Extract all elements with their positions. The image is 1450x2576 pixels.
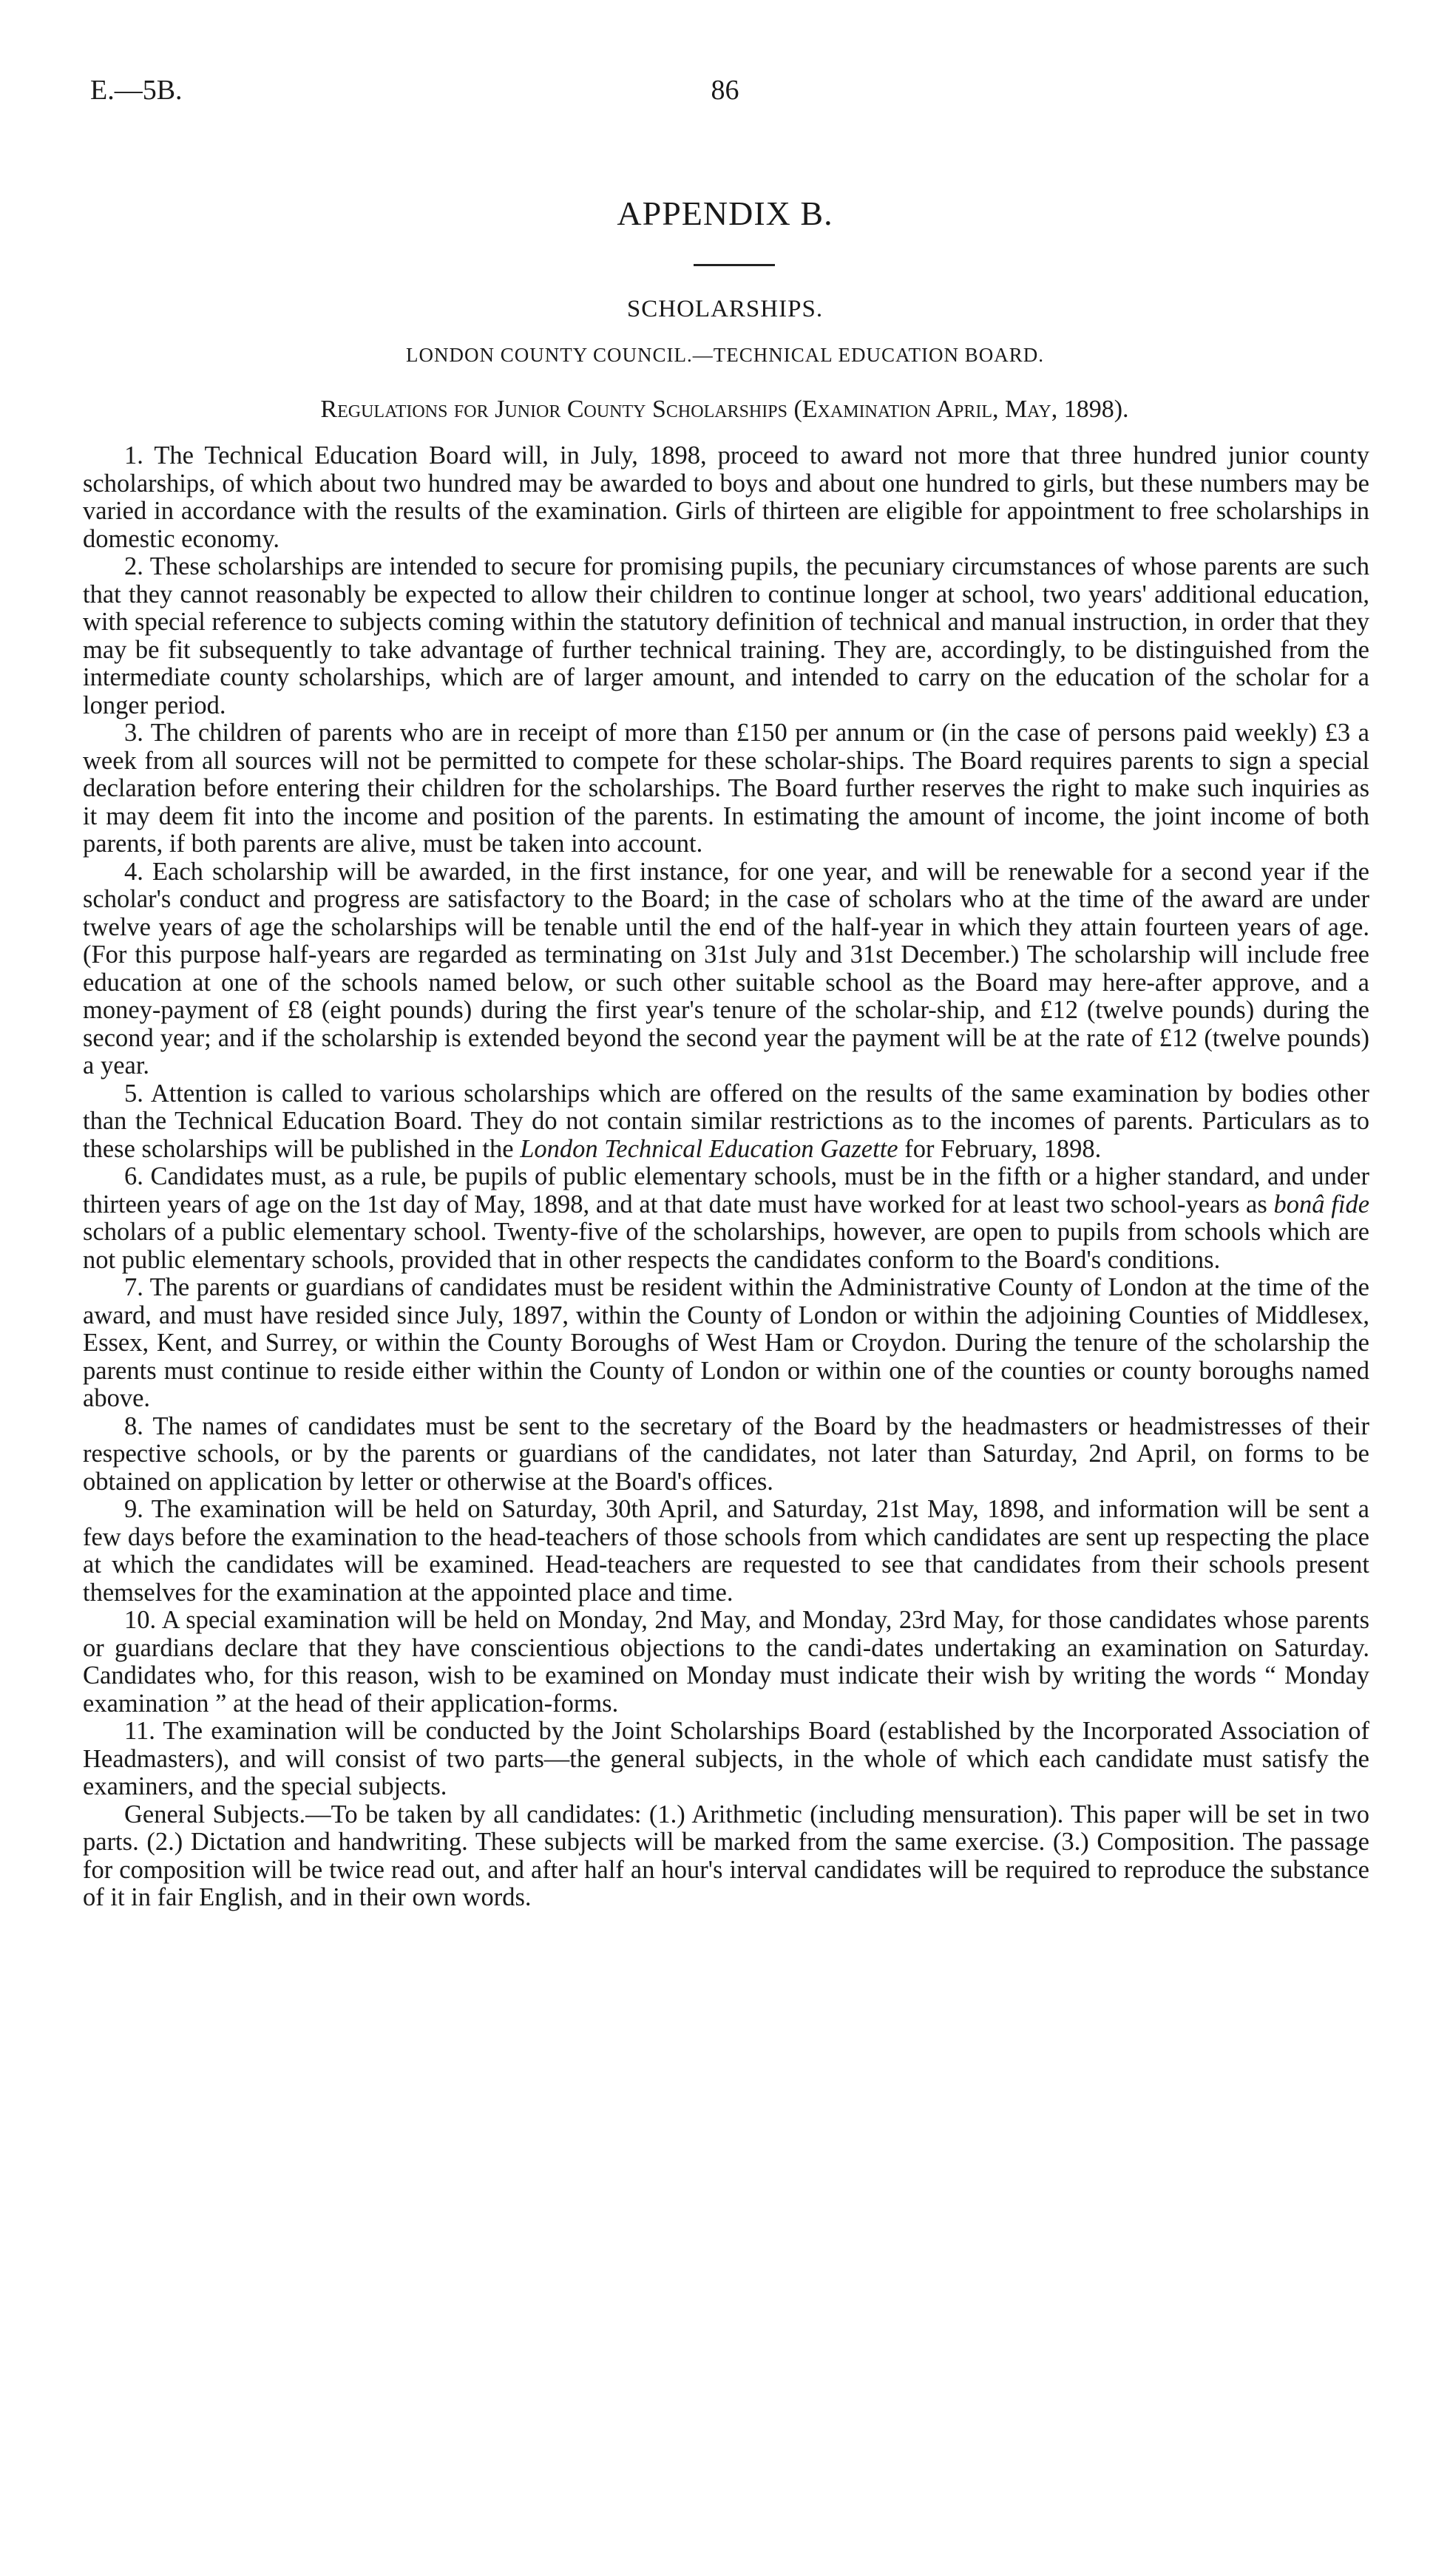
paragraph-6-tail: scholars of a public elementary school. Twenty-five of the scholarships, however, are open to pupils from schools which are not public elementary schools, provided that in other respects the candidates conform to the Board's conditions. <box>83 1218 1369 1274</box>
paragraph-1: 1. The Technical Education Board will, in July, 1898, proceed to award not more that three hundred junior county scholarships, of which about two hundred may be awarded to boys and about one hundred to girls, but these numbers may be varied in accordance with the results of the examination. Girls of thirteen are eligible for appointment to free scholarships in domestic economy. <box>83 441 1369 553</box>
paragraph-general-subjects: General Subjects.—To be taken by all candidates: (1.) Arithmetic (including mensuration). This paper will be set in two parts. (2.) Dictation and handwriting. These subjects will be marked from the same exercise. (3.) Composition. The passage for composition will be twice read out, and after half an hour's interval candidates will be required to reproduce the substance of it in fair English, and in their own words. <box>83 1800 1369 1911</box>
gazette-title: London Technical Education Gazette <box>520 1134 898 1163</box>
authority-heading: LONDON COUNTY COUNCIL.—TECHNICAL EDUCATION BOARD. <box>406 344 1044 366</box>
page-number: 86 <box>711 75 739 106</box>
page-header <box>0 74 1450 118</box>
bona-fide-term: bonâ fide <box>1273 1190 1370 1218</box>
paragraph-6 <box>83 1163 1369 1274</box>
title-divider <box>694 264 775 266</box>
paragraph-10: 10. A special examination will be held on Monday, 2nd May, and Monday, 23rd May, for those candidates whose parents or guardians declare that they have conscientious objections to the candi-dates undertaking an examination on Saturday. Candidates who, for this reason, wish to be examined on Monday must indicate their wish by writing the words “ Monday examination ” at the head of their application-forms. <box>83 1606 1369 1718</box>
document-body <box>83 442 1369 1912</box>
appendix-title: APPENDIX B. <box>617 194 833 232</box>
paragraph-9: 9. The examination will be held on Saturday, 30th April, and Saturday, 21st May, 1898, and information will be sent a few days before the examination to the head-teachers of those schools from which candidates are sent up respecting the place at which the candidates will be examined. Head-teachers are requested to see that candidates from their schools present themselves for the examination at the appointed place and time. <box>83 1495 1369 1607</box>
paragraph-6-text: 6. Candidates must, as a rule, be pupils of public elementary schools, must be in the fifth or a higher standard, and under thirteen years of age on the 1st day of May, 1898, and at that date must have worked for at least two school-years as <box>83 1162 1369 1218</box>
paragraph-5-text: 5. Attention is called to various scholarships which are offered on the results of the same examination by bodies other than the Technical Education Board. They do not contain similar restrictions as to the incomes of parents. Particulars as to these scholarships will be published in the <box>83 1079 1369 1163</box>
paragraph-5-tail: for February, 1898. <box>904 1134 1102 1163</box>
section-title: SCHOLARSHIPS. <box>626 296 824 322</box>
paragraph-5 <box>83 1080 1369 1164</box>
document-reference: E.—5B. <box>90 75 183 106</box>
paragraph-8: 8. The names of candidates must be sent to the secretary of the Board by the headmasters or headmistresses of their respective schools, or by the parents or guardians of the candidates, not later than Saturday, 2nd April, on forms to be obtained on application by letter or otherwise at the Board's offices. <box>83 1411 1369 1496</box>
paragraph-4: 4. Each scholarship will be awarded, in the first instance, for one year, and will be renewable for a second year if the scholar's conduct and progress are satisfactory to the Board; in the case of scholars who at the time of the award are under twelve years of age the scholarships will be tenable until the end of the half-year in which they attain fourteen years of age. (For this purpose half-years are regarded as terminating on 31st July and 31st December.) The scholarship will include free education at one of the schools named below, or such other suitable school as the Board may here-after approve, and a money-payment of £8 (eight pounds) during the first year's tenure of the scholar-ship, and £12 (twelve pounds) during the second year; and if the scholarship is extended beyond the second year the payment will be at the rate of £12 (twelve pounds) a year. <box>83 857 1369 1079</box>
paragraph-11: 11. The examination will be conducted by the Joint Scholarships Board (established by the Incorporated Association of Headmasters), and will consist of two parts—the general subjects, in the whole of which each candidate must satisfy the examiners, and the special subjects. <box>83 1717 1369 1800</box>
paragraph-3: 3. The children of parents who are in receipt of more than £150 per annum or (in the case of persons paid weekly) £3 a week from all sources will not be permitted to compete for these scholar-ships. The Board requires parents to sign a special declaration before entering their children for the scholarships. The Board further reserves the right to make such inquiries as it may deem fit into the income and position of the parents. In estimating the amount of income, the joint income of both parents, if both parents are alive, must be taken into account. <box>83 719 1369 858</box>
paragraph-2: 2. These scholarships are intended to secure for promising pupils, the pecuniary circumstances of whose parents are such that they cannot reasonably be expected to allow their children to continue longer at school, two years' additional education, with special reference to subjects coming within the statutory definition of technical and manual instruction, in order that they may be fit subsequently to take advantage of further technical training. They are, accordingly, to be distinguished from the intermediate county scholarships, which are of larger amount, and intended to carry on the education of the scholar for a longer period. <box>83 552 1369 719</box>
regulations-heading: Regulations for Junior County Scholarships (Examination April, May, 1898). <box>320 396 1129 423</box>
paragraph-7: 7. The parents or guardians of candidates must be resident within the Administrative County of London at the time of the award, and must have resided since July, 1897, within the County of London or within the adjoining Counties of Middlesex, Essex, Kent, and Surrey, or within the County Boroughs of West Ham or Croydon. During the tenure of the scholarship the parents must continue to reside either within the County of London or within one of the counties or county boroughs named above. <box>83 1273 1369 1412</box>
